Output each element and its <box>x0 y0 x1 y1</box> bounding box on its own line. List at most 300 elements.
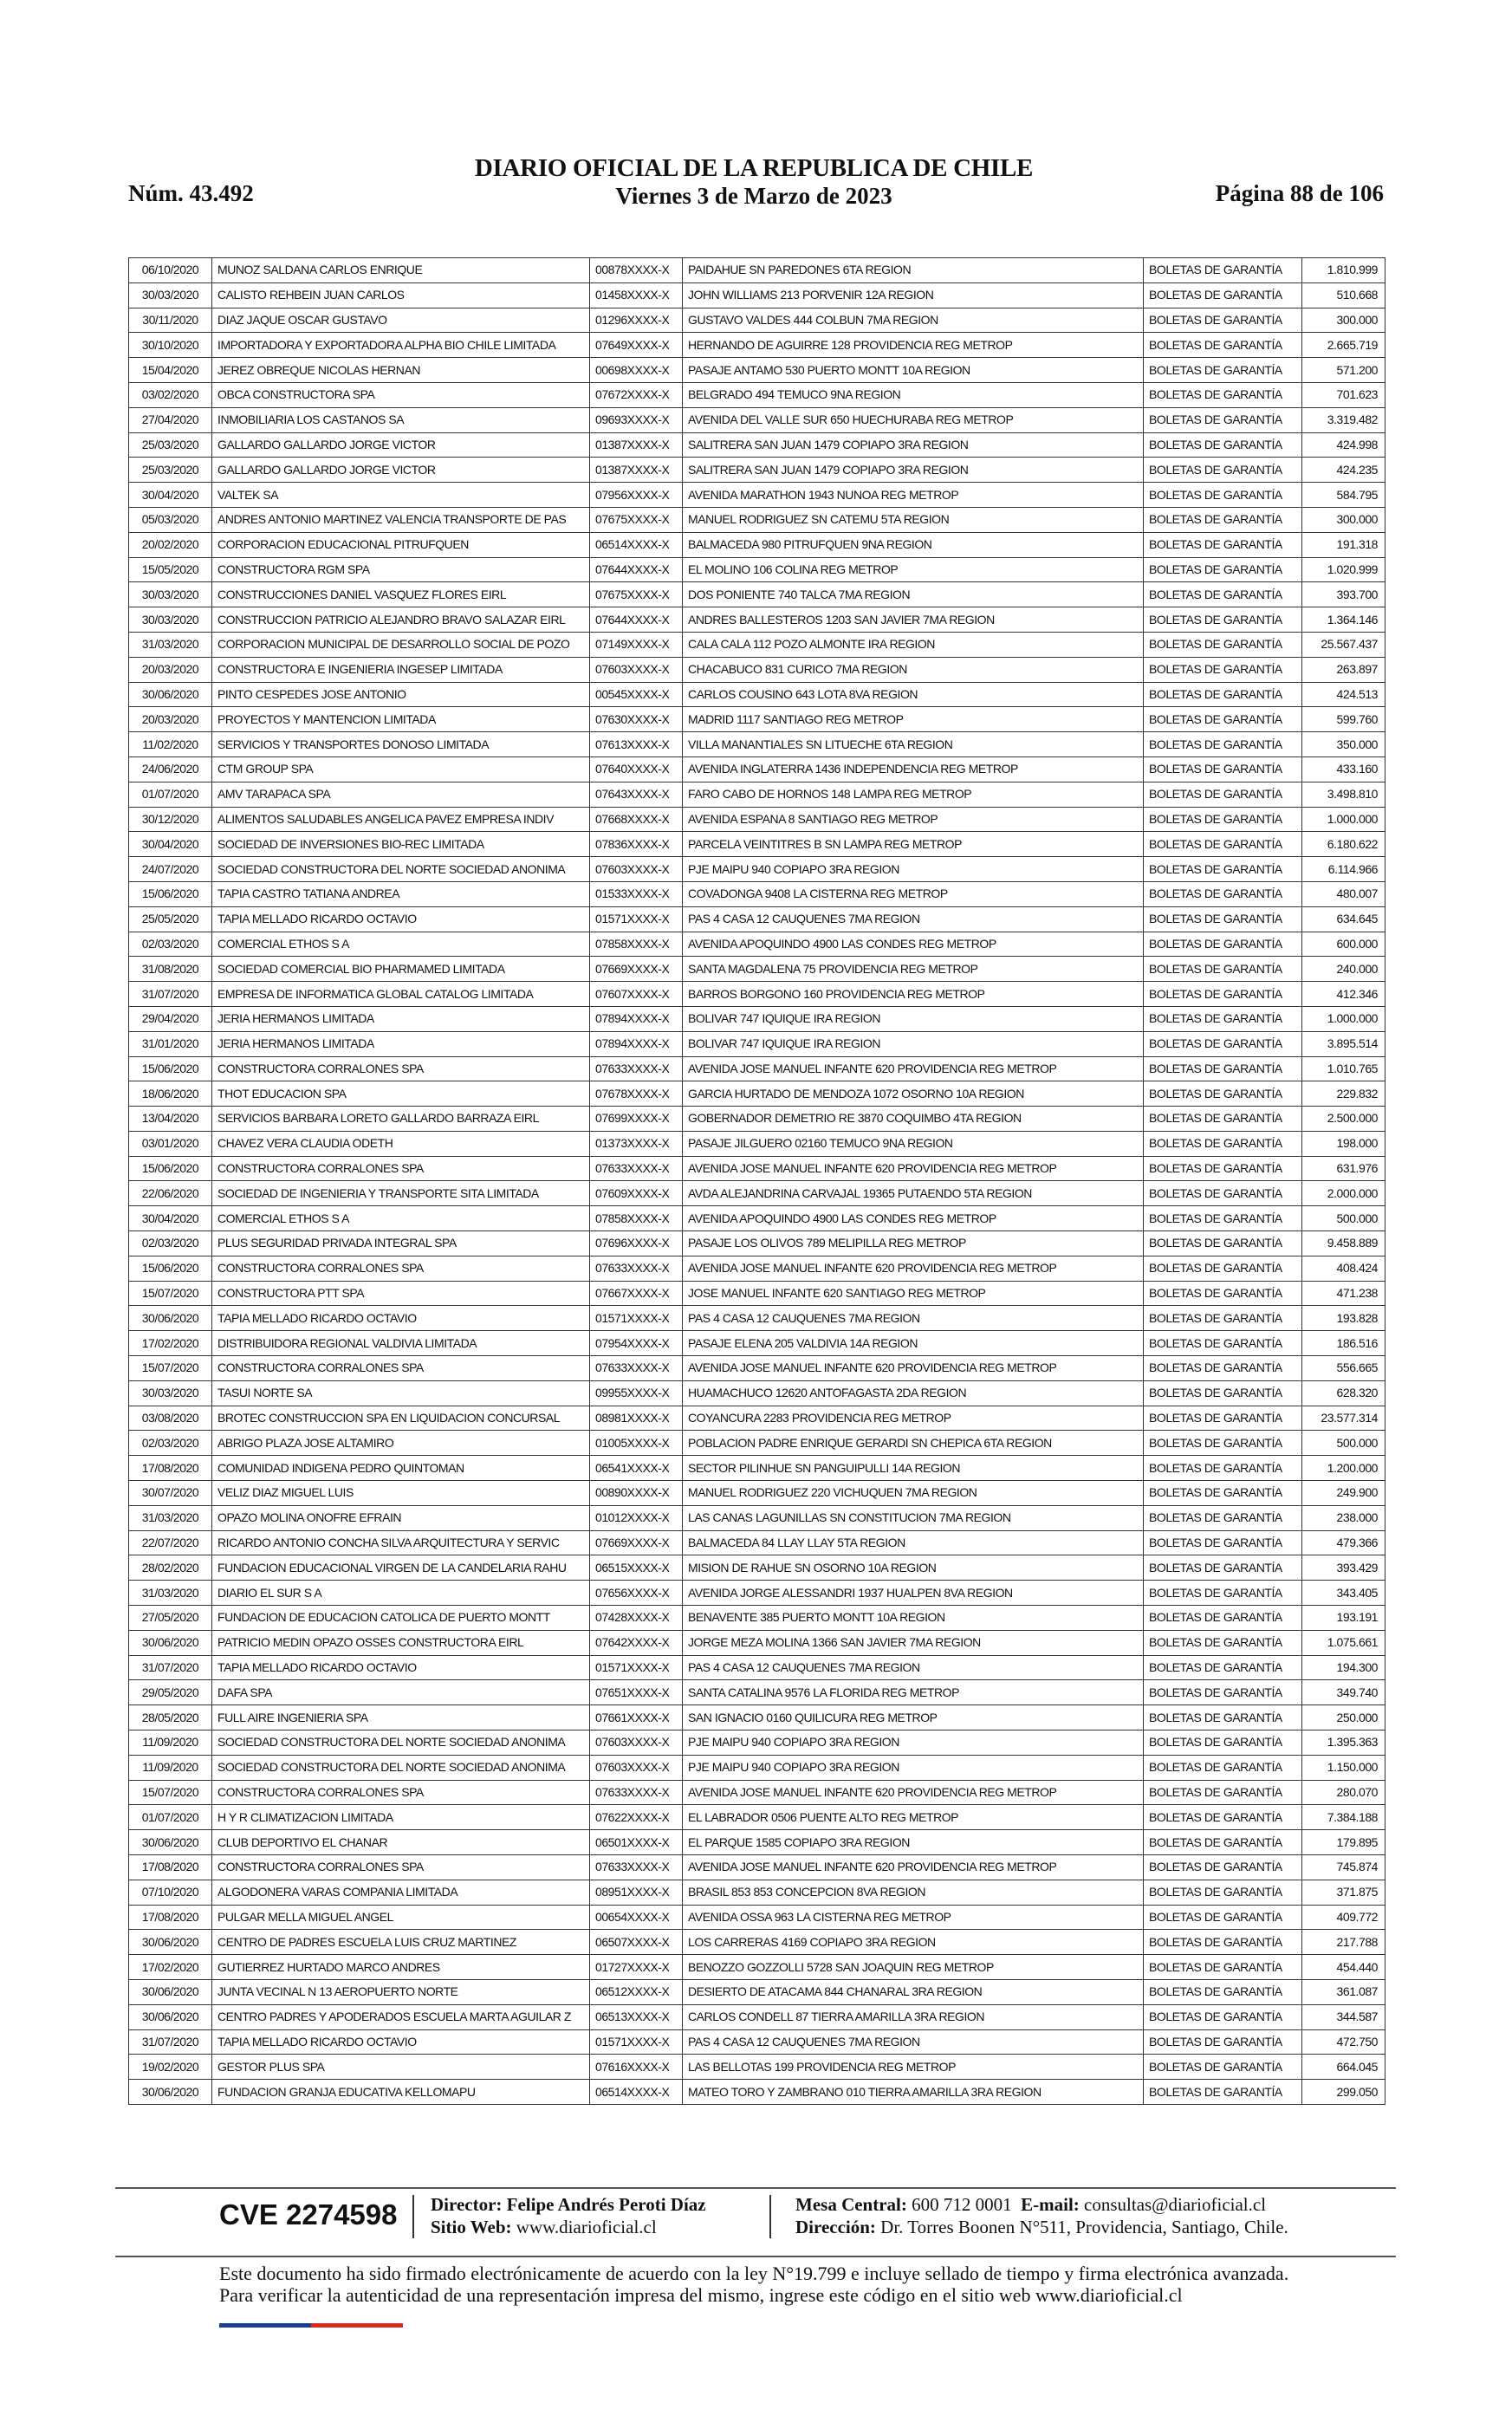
name-cell: TAPIA MELLADO RICARDO OCTAVIO <box>212 1655 590 1680</box>
rut-cell: 07669XXXX-X <box>590 957 683 982</box>
address-cell: GARCIA HURTADO DE MENDOZA 1072 OSORNO 10A REGION <box>683 1081 1144 1107</box>
type-cell: BOLETAS DE GARANTÍA <box>1144 906 1302 932</box>
date-cell: 30/06/2020 <box>129 1306 212 1331</box>
name-cell: FUNDACION GRANJA EDUCATIVA KELLOMAPU <box>212 2080 590 2105</box>
rut-cell: 01571XXXX-X <box>590 906 683 932</box>
type-cell: BOLETAS DE GARANTÍA <box>1144 458 1302 483</box>
footer-divider <box>115 2256 1396 2257</box>
address-cell: LOS CARRERAS 4169 COPIAPO 3RA REGION <box>683 1930 1144 1955</box>
type-cell: BOLETAS DE GARANTÍA <box>1144 932 1302 957</box>
date-cell: 18/06/2020 <box>129 1081 212 1107</box>
address-cell: PJE MAIPU 940 COPIAPO 3RA REGION <box>683 1730 1144 1756</box>
rut-cell: 07644XXXX-X <box>590 607 683 633</box>
amount-cell: 300.000 <box>1302 507 1385 532</box>
date-cell: 30/07/2020 <box>129 1481 212 1506</box>
address-cell: PAS 4 CASA 12 CAUQUENES 7MA REGION <box>683 2029 1144 2055</box>
address-cell: MANUEL RODRIGUEZ SN CATEMU 5TA REGION <box>683 507 1144 532</box>
name-cell: FUNDACION EDUCACIONAL VIRGEN DE LA CANDELARIA RAHU <box>212 1555 590 1581</box>
address-cell: PAIDAHUE SN PAREDONES 6TA REGION <box>683 258 1144 283</box>
rut-cell: 01571XXXX-X <box>590 1655 683 1680</box>
table-row <box>129 1581 1385 1606</box>
amount-cell: 2.500.000 <box>1302 1107 1385 1132</box>
name-cell: RICARDO ANTONIO CONCHA SILVA ARQUITECTURA Y SERVIC <box>212 1530 590 1555</box>
amount-cell: 1.000.000 <box>1302 807 1385 832</box>
name-cell: CONSTRUCTORA CORRALONES SPA <box>212 1256 590 1281</box>
amount-cell: 3.319.482 <box>1302 407 1385 432</box>
table-row <box>129 1905 1385 1930</box>
type-cell: BOLETAS DE GARANTÍA <box>1144 582 1302 607</box>
table-row <box>129 1131 1385 1156</box>
type-cell: BOLETAS DE GARANTÍA <box>1144 1331 1302 1356</box>
name-cell: DISTRIBUIDORA REGIONAL VALDIVIA LIMITADA <box>212 1331 590 1356</box>
amount-cell: 263.897 <box>1302 657 1385 682</box>
name-cell: JUNTA VECINAL N 13 AEROPUERTO NORTE <box>212 1979 590 2004</box>
table-row <box>129 756 1385 782</box>
date-cell: 31/07/2020 <box>129 2029 212 2055</box>
amount-cell: 6.180.622 <box>1302 832 1385 857</box>
rut-cell: 07633XXXX-X <box>590 1855 683 1880</box>
date-cell: 29/04/2020 <box>129 1006 212 1031</box>
amount-cell: 2.665.719 <box>1302 333 1385 358</box>
type-cell: BOLETAS DE GARANTÍA <box>1144 857 1302 882</box>
rut-cell: 07428XXXX-X <box>590 1606 683 1631</box>
type-cell: BOLETAS DE GARANTÍA <box>1144 483 1302 508</box>
amount-cell: 361.087 <box>1302 1979 1385 2004</box>
table-row <box>129 1380 1385 1406</box>
amount-cell: 424.513 <box>1302 682 1385 707</box>
address-cell: BENOZZO GOZZOLLI 5728 SAN JOAQUIN REG METROP <box>683 1955 1144 1980</box>
date-cell: 06/10/2020 <box>129 258 212 283</box>
name-cell: SOCIEDAD CONSTRUCTORA DEL NORTE SOCIEDAD ANONIMA <box>212 1755 590 1780</box>
rut-cell: 07607XXXX-X <box>590 982 683 1007</box>
date-cell: 01/07/2020 <box>129 1805 212 1830</box>
name-cell: COMERCIAL ETHOS S A <box>212 1206 590 1231</box>
address-cell: AVENIDA JOSE MANUEL INFANTE 620 PROVIDENCIA REG METROP <box>683 1156 1144 1181</box>
rut-cell: 07633XXXX-X <box>590 1780 683 1805</box>
type-cell: BOLETAS DE GARANTÍA <box>1144 557 1302 582</box>
amount-cell: 1.075.661 <box>1302 1630 1385 1655</box>
rut-cell: 07656XXXX-X <box>590 1581 683 1606</box>
type-cell: BOLETAS DE GARANTÍA <box>1144 2029 1302 2055</box>
address-cell: LAS CANAS LAGUNILLAS SN CONSTITUCION 7MA REGION <box>683 1505 1144 1530</box>
rut-cell: 07651XXXX-X <box>590 1680 683 1705</box>
address-cell: BOLIVAR 747 IQUIQUE IRA REGION <box>683 1031 1144 1056</box>
type-cell: BOLETAS DE GARANTÍA <box>1144 532 1302 557</box>
date-cell: 31/08/2020 <box>129 957 212 982</box>
address-cell: BOLIVAR 747 IQUIQUE IRA REGION <box>683 1006 1144 1031</box>
rut-cell: 07954XXXX-X <box>590 1331 683 1356</box>
date-cell: 15/04/2020 <box>129 358 212 383</box>
table-row <box>129 282 1385 308</box>
date-cell: 31/07/2020 <box>129 982 212 1007</box>
type-cell: BOLETAS DE GARANTÍA <box>1144 881 1302 906</box>
date-cell: 13/04/2020 <box>129 1107 212 1132</box>
amount-cell: 664.045 <box>1302 2055 1385 2080</box>
table-row <box>129 707 1385 732</box>
address-cell: GUSTAVO VALDES 444 COLBUN 7MA REGION <box>683 308 1144 333</box>
date-cell: 30/06/2020 <box>129 1979 212 2004</box>
address-cell: MISION DE RAHUE SN OSORNO 10A REGION <box>683 1555 1144 1581</box>
table-row <box>129 1006 1385 1031</box>
name-cell: CONSTRUCTORA E INGENIERIA INGESEP LIMITADA <box>212 657 590 682</box>
address-cell: HERNANDO DE AGUIRRE 128 PROVIDENCIA REG METROP <box>683 333 1144 358</box>
type-cell: BOLETAS DE GARANTÍA <box>1144 607 1302 633</box>
rut-cell: 07956XXXX-X <box>590 483 683 508</box>
rut-cell: 07675XXXX-X <box>590 582 683 607</box>
type-cell: BOLETAS DE GARANTÍA <box>1144 1081 1302 1107</box>
type-cell: BOLETAS DE GARANTÍA <box>1144 1830 1302 1855</box>
type-cell: BOLETAS DE GARANTÍA <box>1144 832 1302 857</box>
name-cell: ALIMENTOS SALUDABLES ANGELICA PAVEZ EMPRESA INDIV <box>212 807 590 832</box>
rut-cell: 01387XXXX-X <box>590 432 683 458</box>
amount-cell: 238.000 <box>1302 1505 1385 1530</box>
name-cell: MUNOZ SALDANA CARLOS ENRIQUE <box>212 258 590 283</box>
web-label: Sitio Web: <box>431 2217 512 2237</box>
issue-number: Núm. 43.492 <box>128 180 254 206</box>
date-cell: 17/08/2020 <box>129 1456 212 1481</box>
date-cell: 30/10/2020 <box>129 333 212 358</box>
type-cell: BOLETAS DE GARANTÍA <box>1144 807 1302 832</box>
rut-cell: 00878XXXX-X <box>590 258 683 283</box>
name-cell: IMPORTADORA Y EXPORTADORA ALPHA BIO CHILE LIMITADA <box>212 333 590 358</box>
address-cell: PAS 4 CASA 12 CAUQUENES 7MA REGION <box>683 1306 1144 1331</box>
type-cell: BOLETAS DE GARANTÍA <box>1144 1281 1302 1306</box>
rut-cell: 07858XXXX-X <box>590 932 683 957</box>
type-cell: BOLETAS DE GARANTÍA <box>1144 1755 1302 1780</box>
name-cell: PATRICIO MEDIN OPAZO OSSES CONSTRUCTORA EIRL <box>212 1630 590 1655</box>
name-cell: SERVICIOS BARBARA LORETO GALLARDO BARRAZA EIRL <box>212 1107 590 1132</box>
date-cell: 15/06/2020 <box>129 1156 212 1181</box>
date-cell: 11/09/2020 <box>129 1755 212 1780</box>
amount-cell: 701.623 <box>1302 382 1385 407</box>
address-cell: LAS BELLOTAS 199 PROVIDENCIA REG METROP <box>683 2055 1144 2080</box>
amount-cell: 198.000 <box>1302 1131 1385 1156</box>
address-cell: CALA CALA 112 POZO ALMONTE IRA REGION <box>683 632 1144 657</box>
rut-cell: 07609XXXX-X <box>590 1181 683 1206</box>
table-row <box>129 957 1385 982</box>
type-cell: BOLETAS DE GARANTÍA <box>1144 1356 1302 1381</box>
table-row <box>129 632 1385 657</box>
table-row <box>129 1306 1385 1331</box>
table-row <box>129 1356 1385 1381</box>
rut-cell: 07633XXXX-X <box>590 1156 683 1181</box>
type-cell: BOLETAS DE GARANTÍA <box>1144 1131 1302 1156</box>
rut-cell: 08951XXXX-X <box>590 1880 683 1905</box>
publication-title: DIARIO OFICIAL DE LA REPUBLICA DE CHILE <box>474 154 1034 182</box>
address-cell: AVENIDA INGLATERRA 1436 INDEPENDENCIA REG METROP <box>683 756 1144 782</box>
amount-cell: 424.235 <box>1302 458 1385 483</box>
type-cell: BOLETAS DE GARANTÍA <box>1144 1380 1302 1406</box>
table-row <box>129 1456 1385 1481</box>
rut-cell: 06513XXXX-X <box>590 2004 683 2029</box>
footer-separator <box>412 2195 414 2238</box>
name-cell: TAPIA MELLADO RICARDO OCTAVIO <box>212 1306 590 1331</box>
address-cell: PJE MAIPU 940 COPIAPO 3RA REGION <box>683 857 1144 882</box>
name-cell: CONSTRUCTORA CORRALONES SPA <box>212 1356 590 1381</box>
rut-cell: 07630XXXX-X <box>590 707 683 732</box>
cve-code: CVE 2274598 <box>219 2198 398 2230</box>
address-cell: BELGRADO 494 TEMUCO 9NA REGION <box>683 382 1144 407</box>
rut-cell: 01373XXXX-X <box>590 1131 683 1156</box>
address-cell: AVENIDA ESPANA 8 SANTIAGO REG METROP <box>683 807 1144 832</box>
amount-cell: 600.000 <box>1302 932 1385 957</box>
date-cell: 15/07/2020 <box>129 1356 212 1381</box>
date-cell: 15/06/2020 <box>129 881 212 906</box>
footer-contact-block <box>795 2193 1288 2238</box>
address-cell: SANTA CATALINA 9576 LA FLORIDA REG METROP <box>683 1680 1144 1705</box>
date-cell: 20/03/2020 <box>129 657 212 682</box>
amount-cell: 193.191 <box>1302 1606 1385 1631</box>
rut-cell: 09693XXXX-X <box>590 407 683 432</box>
type-cell: BOLETAS DE GARANTÍA <box>1144 1107 1302 1132</box>
footer-divider <box>115 2187 1396 2189</box>
amount-cell: 393.429 <box>1302 1555 1385 1581</box>
amount-cell: 3.498.810 <box>1302 782 1385 807</box>
table-row <box>129 458 1385 483</box>
amount-cell: 250.000 <box>1302 1705 1385 1730</box>
amount-cell: 500.000 <box>1302 1206 1385 1231</box>
rut-cell: 07668XXXX-X <box>590 807 683 832</box>
address-cell: BRASIL 853 853 CONCEPCION 8VA REGION <box>683 1880 1144 1905</box>
address-cell: AVDA ALEJANDRINA CARVAJAL 19365 PUTAENDO 5TA REGION <box>683 1181 1144 1206</box>
name-cell: CONSTRUCTORA CORRALONES SPA <box>212 1855 590 1880</box>
name-cell: CONSTRUCCIONES DANIEL VASQUEZ FLORES EIRL <box>212 582 590 607</box>
address-cell: EL MOLINO 106 COLINA REG METROP <box>683 557 1144 582</box>
name-cell: COMUNIDAD INDIGENA PEDRO QUINTOMAN <box>212 1456 590 1481</box>
type-cell: BOLETAS DE GARANTÍA <box>1144 2004 1302 2029</box>
amount-cell: 9.458.889 <box>1302 1231 1385 1256</box>
date-cell: 30/06/2020 <box>129 1830 212 1855</box>
email-label: E-mail: <box>1021 2194 1080 2215</box>
address-cell: ANDRES BALLESTEROS 1203 SAN JAVIER 7MA REGION <box>683 607 1144 633</box>
table-row <box>129 2004 1385 2029</box>
date-cell: 03/01/2020 <box>129 1131 212 1156</box>
date-cell: 01/07/2020 <box>129 782 212 807</box>
name-cell: GESTOR PLUS SPA <box>212 2055 590 2080</box>
address-cell: SAN IGNACIO 0160 QUILICURA REG METROP <box>683 1705 1144 1730</box>
type-cell: BOLETAS DE GARANTÍA <box>1144 1006 1302 1031</box>
address-cell: SECTOR PILINHUE SN PANGUIPULLI 14A REGION <box>683 1456 1144 1481</box>
table-row <box>129 1406 1385 1431</box>
masthead <box>364 154 1144 210</box>
rut-cell: 07616XXXX-X <box>590 2055 683 2080</box>
page-number: Página 88 de 106 <box>1215 180 1384 206</box>
rut-cell: 06501XXXX-X <box>590 1830 683 1855</box>
table-row <box>129 1705 1385 1730</box>
date-cell: 30/12/2020 <box>129 807 212 832</box>
rut-cell: 07603XXXX-X <box>590 657 683 682</box>
table-body <box>129 258 1385 2105</box>
table-row <box>129 906 1385 932</box>
mesa-phone: 600 712 0001 <box>912 2194 1012 2215</box>
address-cell: DESIERTO DE ATACAMA 844 CHANARAL 3RA REGION <box>683 1979 1144 2004</box>
date-cell: 03/08/2020 <box>129 1406 212 1431</box>
date-cell: 31/07/2020 <box>129 1655 212 1680</box>
rut-cell: 01533XXXX-X <box>590 881 683 906</box>
rut-cell: 07149XXXX-X <box>590 632 683 657</box>
type-cell: BOLETAS DE GARANTÍA <box>1144 1555 1302 1581</box>
web-link[interactable]: www.diarioficial.cl <box>516 2217 657 2237</box>
type-cell: BOLETAS DE GARANTÍA <box>1144 732 1302 757</box>
type-cell: BOLETAS DE GARANTÍA <box>1144 282 1302 308</box>
date-cell: 30/11/2020 <box>129 308 212 333</box>
address-cell: JOSE MANUEL INFANTE 620 SANTIAGO REG METROP <box>683 1281 1144 1306</box>
table-row <box>129 2055 1385 2080</box>
type-cell: BOLETAS DE GARANTÍA <box>1144 358 1302 383</box>
name-cell: VELIZ DIAZ MIGUEL LUIS <box>212 1481 590 1506</box>
flag-stripe-blue <box>219 2323 311 2328</box>
email-link[interactable]: consultas@diarioficial.cl <box>1084 2194 1267 2215</box>
table-row <box>129 1630 1385 1655</box>
date-cell: 02/03/2020 <box>129 932 212 957</box>
type-cell: BOLETAS DE GARANTÍA <box>1144 1306 1302 1331</box>
date-cell: 02/03/2020 <box>129 1231 212 1256</box>
name-cell: ABRIGO PLAZA JOSE ALTAMIRO <box>212 1431 590 1456</box>
director-name: Felipe Andrés Peroti Díaz <box>506 2194 706 2215</box>
amount-cell: 599.760 <box>1302 707 1385 732</box>
table-row <box>129 358 1385 383</box>
rut-cell: 09955XXXX-X <box>590 1380 683 1406</box>
name-cell: JERIA HERMANOS LIMITADA <box>212 1006 590 1031</box>
type-cell: BOLETAS DE GARANTÍA <box>1144 382 1302 407</box>
amount-cell: 454.440 <box>1302 1955 1385 1980</box>
date-cell: 02/03/2020 <box>129 1431 212 1456</box>
amount-cell: 480.007 <box>1302 881 1385 906</box>
name-cell: PULGAR MELLA MIGUEL ANGEL <box>212 1905 590 1930</box>
name-cell: DIAZ JAQUE OSCAR GUSTAVO <box>212 308 590 333</box>
address-cell: VILLA MANANTIALES SN LITUECHE 6TA REGION <box>683 732 1144 757</box>
address-cell: AVENIDA JOSE MANUEL INFANTE 620 PROVIDENCIA REG METROP <box>683 1256 1144 1281</box>
name-cell: CORPORACION EDUCACIONAL PITRUFQUEN <box>212 532 590 557</box>
address-cell: PARCELA VEINTITRES B SN LAMPA REG METROP <box>683 832 1144 857</box>
date-cell: 30/06/2020 <box>129 682 212 707</box>
date-cell: 30/04/2020 <box>129 1206 212 1231</box>
table-row <box>129 607 1385 633</box>
name-cell: CONSTRUCTORA CORRALONES SPA <box>212 1780 590 1805</box>
table-row <box>129 532 1385 557</box>
type-cell: BOLETAS DE GARANTÍA <box>1144 407 1302 432</box>
rut-cell: 07672XXXX-X <box>590 382 683 407</box>
address-cell: SANTA MAGDALENA 75 PROVIDENCIA REG METROP <box>683 957 1144 982</box>
rut-cell: 07633XXXX-X <box>590 1056 683 1081</box>
date-cell: 30/03/2020 <box>129 607 212 633</box>
rut-cell: 07669XXXX-X <box>590 1530 683 1555</box>
table-row <box>129 1606 1385 1631</box>
address-cell: PAS 4 CASA 12 CAUQUENES 7MA REGION <box>683 1655 1144 1680</box>
name-cell: SOCIEDAD CONSTRUCTORA DEL NORTE SOCIEDAD ANONIMA <box>212 857 590 882</box>
date-cell: 05/03/2020 <box>129 507 212 532</box>
address-cell: MADRID 1117 SANTIAGO REG METROP <box>683 707 1144 732</box>
type-cell: BOLETAS DE GARANTÍA <box>1144 1056 1302 1081</box>
rut-cell: 08981XXXX-X <box>590 1406 683 1431</box>
type-cell: BOLETAS DE GARANTÍA <box>1144 1530 1302 1555</box>
table-row <box>129 1855 1385 1880</box>
rut-cell: 07644XXXX-X <box>590 557 683 582</box>
type-cell: BOLETAS DE GARANTÍA <box>1144 1730 1302 1756</box>
amount-cell: 433.160 <box>1302 756 1385 782</box>
table-row <box>129 832 1385 857</box>
name-cell: THOT EDUCACION SPA <box>212 1081 590 1107</box>
amount-cell: 500.000 <box>1302 1431 1385 1456</box>
guarantee-table <box>128 257 1385 2105</box>
date-cell: 27/04/2020 <box>129 407 212 432</box>
address-cell: JOHN WILLIAMS 213 PORVENIR 12A REGION <box>683 282 1144 308</box>
amount-cell: 408.424 <box>1302 1256 1385 1281</box>
date-cell: 30/06/2020 <box>129 1630 212 1655</box>
date-cell: 25/03/2020 <box>129 432 212 458</box>
table-row <box>129 2080 1385 2105</box>
date-cell: 22/06/2020 <box>129 1181 212 1206</box>
address-cell: PASAJE ANTAMO 530 PUERTO MONTT 10A REGION <box>683 358 1144 383</box>
type-cell: BOLETAS DE GARANTÍA <box>1144 333 1302 358</box>
name-cell: TAPIA CASTRO TATIANA ANDREA <box>212 881 590 906</box>
type-cell: BOLETAS DE GARANTÍA <box>1144 1206 1302 1231</box>
rut-cell: 01727XXXX-X <box>590 1955 683 1980</box>
amount-cell: 194.300 <box>1302 1655 1385 1680</box>
type-cell: BOLETAS DE GARANTÍA <box>1144 1456 1302 1481</box>
table-row <box>129 407 1385 432</box>
name-cell: AMV TARAPACA SPA <box>212 782 590 807</box>
table-row <box>129 1830 1385 1855</box>
amount-cell: 1.010.765 <box>1302 1056 1385 1081</box>
table-row <box>129 1481 1385 1506</box>
type-cell: BOLETAS DE GARANTÍA <box>1144 1655 1302 1680</box>
amount-cell: 424.998 <box>1302 432 1385 458</box>
type-cell: BOLETAS DE GARANTÍA <box>1144 756 1302 782</box>
address-cell: AVENIDA MARATHON 1943 NUNOA REG METROP <box>683 483 1144 508</box>
table-row <box>129 1156 1385 1181</box>
footer-director-block <box>431 2193 706 2238</box>
rut-cell: 07633XXXX-X <box>590 1256 683 1281</box>
type-cell: BOLETAS DE GARANTÍA <box>1144 1156 1302 1181</box>
table-row <box>129 1431 1385 1456</box>
type-cell: BOLETAS DE GARANTÍA <box>1144 1955 1302 1980</box>
rut-cell: 07661XXXX-X <box>590 1705 683 1730</box>
rut-cell: 01296XXXX-X <box>590 308 683 333</box>
address-cell: SALITRERA SAN JUAN 1479 COPIAPO 3RA REGION <box>683 432 1144 458</box>
address-cell: PASAJE JILGUERO 02160 TEMUCO 9NA REGION <box>683 1131 1144 1156</box>
table-row <box>129 382 1385 407</box>
amount-cell: 584.795 <box>1302 483 1385 508</box>
amount-cell: 393.700 <box>1302 582 1385 607</box>
table-row <box>129 1505 1385 1530</box>
table-row <box>129 557 1385 582</box>
address-cell: FARO CABO DE HORNOS 148 LAMPA REG METROP <box>683 782 1144 807</box>
amount-cell: 409.772 <box>1302 1905 1385 1930</box>
address-cell: CARLOS CONDELL 87 TIERRA AMARILLA 3RA REGION <box>683 2004 1144 2029</box>
amount-cell: 1.150.000 <box>1302 1755 1385 1780</box>
rut-cell: 07858XXXX-X <box>590 1206 683 1231</box>
name-cell: ANDRES ANTONIO MARTINEZ VALENCIA TRANSPORTE DE PAS <box>212 507 590 532</box>
rut-cell: 06514XXXX-X <box>590 532 683 557</box>
date-cell: 17/02/2020 <box>129 1955 212 1980</box>
address-cell: PASAJE ELENA 205 VALDIVIA 14A REGION <box>683 1331 1144 1356</box>
amount-cell: 349.740 <box>1302 1680 1385 1705</box>
table-row <box>129 1680 1385 1705</box>
address-cell: AVENIDA OSSA 963 LA CISTERNA REG METROP <box>683 1905 1144 1930</box>
rut-cell: 07894XXXX-X <box>590 1031 683 1056</box>
date-cell: 30/03/2020 <box>129 1380 212 1406</box>
rut-cell: 07640XXXX-X <box>590 756 683 782</box>
name-cell: H Y R CLIMATIZACION LIMITADA <box>212 1805 590 1830</box>
amount-cell: 344.587 <box>1302 2004 1385 2029</box>
address-cell: MATEO TORO Y ZAMBRANO 010 TIERRA AMARILLA 3RA REGION <box>683 2080 1144 2105</box>
table-row <box>129 1181 1385 1206</box>
name-cell: DAFA SPA <box>212 1680 590 1705</box>
rut-cell: 01571XXXX-X <box>590 1306 683 1331</box>
type-cell: BOLETAS DE GARANTÍA <box>1144 1930 1302 1955</box>
name-cell: EMPRESA DE INFORMATICA GLOBAL CATALOG LIMITADA <box>212 982 590 1007</box>
